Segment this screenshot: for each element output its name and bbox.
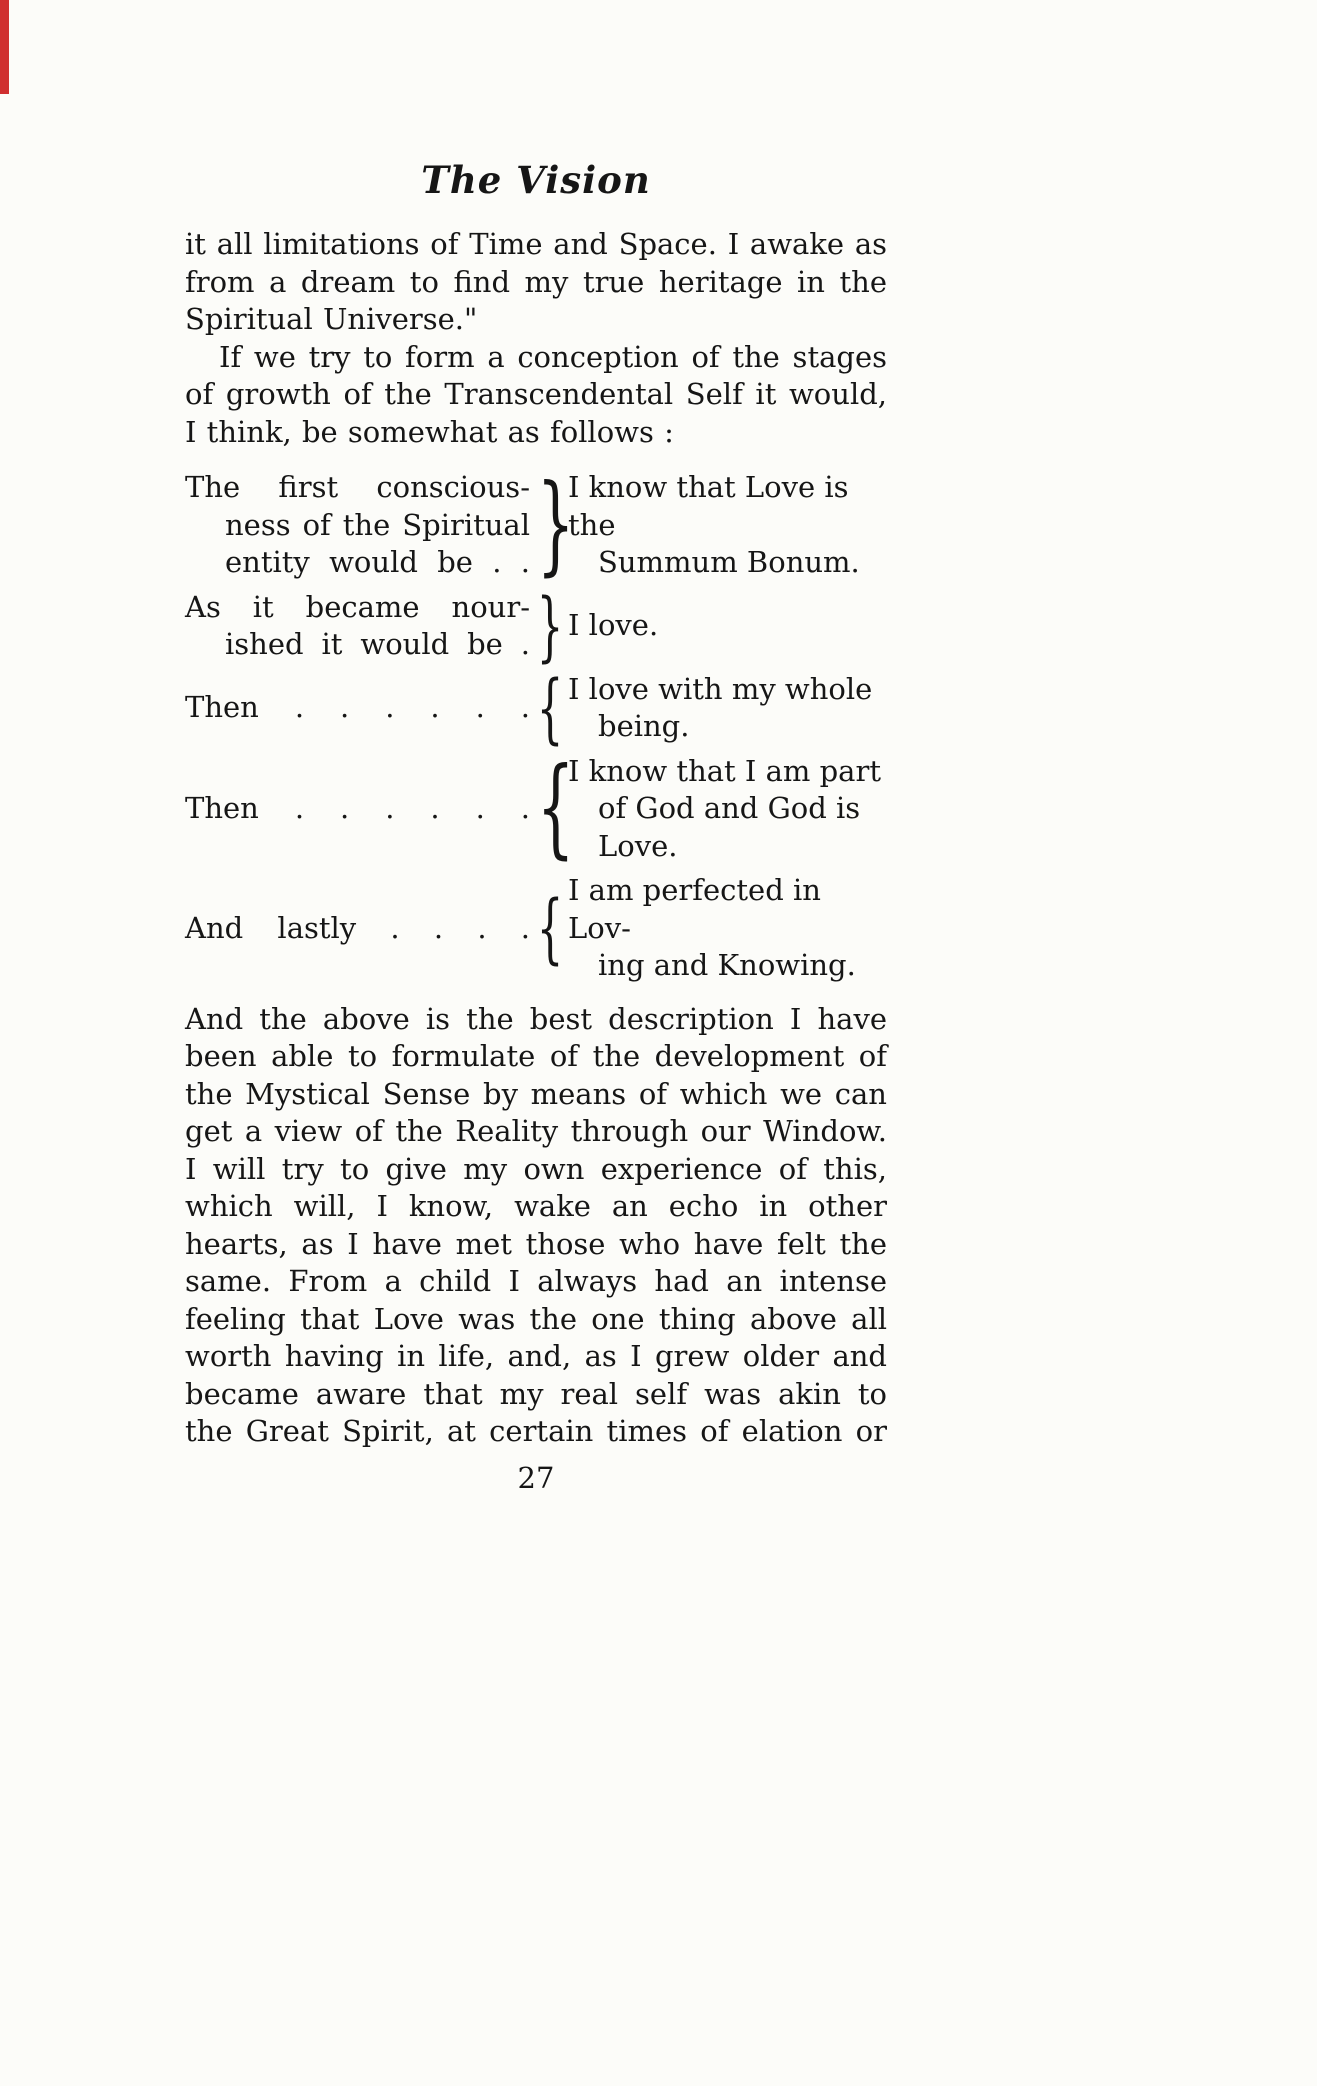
stage-label	[185, 790, 530, 828]
page-number: 27	[517, 1460, 555, 1495]
stage-value-line: ing and Knowing.	[598, 948, 856, 982]
stage-label-line: ished it would be .	[225, 627, 530, 661]
stage-label	[185, 689, 530, 727]
stage-label-line: And lastly . . . .	[185, 910, 530, 945]
stage-value-line: Love.	[598, 828, 678, 863]
stage-value	[560, 872, 887, 985]
stage-value-line: I love.	[568, 608, 659, 643]
left-brace-icon: {	[536, 745, 575, 871]
stage-value	[560, 753, 887, 866]
stage-value-line: being.	[598, 709, 690, 743]
stage-value	[560, 607, 887, 645]
stage-label-line: Then . . . . . .	[185, 690, 530, 725]
stage-label	[185, 469, 530, 582]
paragraph-description: And the above is the best description I have been able to formulate of the development of the Mystical Sense by means of which we can get a view of the Reality through our Window. I will try to give my own experience of this, which will, I know, wake an echo in other hearts, as I have met those who have felt the same. From a child I always had an intense feeling that Love was the one thing above all worth having in life, and, as I grew older and became aware that my real self was akin to the Great Spirit, at certain times of elation or	[185, 1001, 887, 1448]
stage-value-line: I am perfected in Lov-	[568, 873, 821, 945]
stage-value	[560, 671, 887, 746]
stage-label-line: ness of the Spiritual	[225, 507, 530, 542]
right-brace-icon: }	[536, 461, 575, 587]
page-title: The Vision	[421, 158, 651, 202]
stage-label	[185, 589, 530, 664]
left-brace-icon: {	[536, 883, 564, 973]
stage-label-line: entity would be . .	[225, 545, 530, 579]
stage-row-nourished	[185, 580, 887, 670]
stage-value-line: I know that Love is the	[568, 470, 849, 542]
left-brace-icon: {	[536, 662, 564, 752]
stage-row-lastly	[185, 872, 887, 985]
page-content	[185, 158, 887, 1495]
stage-row-then-1	[185, 662, 887, 752]
stage-row-first-consciousness	[185, 461, 887, 587]
stages-list	[185, 461, 887, 985]
stage-value-line: I know that I am part	[568, 753, 881, 788]
stage-row-then-2	[185, 745, 887, 871]
right-brace-icon: }	[536, 580, 564, 670]
stage-label-line: As it became nour-	[185, 589, 530, 624]
stage-value-line: Summum Bonum.	[598, 545, 860, 579]
paragraph-continuation: it all limitations of Time and Space. I awake as from a dream to find my true heritage in the Spiritual Universe."	[185, 227, 887, 336]
stage-value-line: of God and God is	[598, 791, 861, 825]
scan-artifact	[0, 0, 9, 94]
paragraph-stages-intro: If we try to form a conception of the stages of growth of the Transcendental Self it would, I think, be somewhat as follows :	[185, 339, 887, 449]
stage-label-line: Then . . . . . .	[185, 791, 530, 825]
stage-value-line: I love with my whole	[568, 671, 873, 706]
stage-value	[560, 469, 887, 582]
stage-label-line: The first conscious-	[185, 470, 530, 504]
stage-label	[185, 910, 530, 948]
